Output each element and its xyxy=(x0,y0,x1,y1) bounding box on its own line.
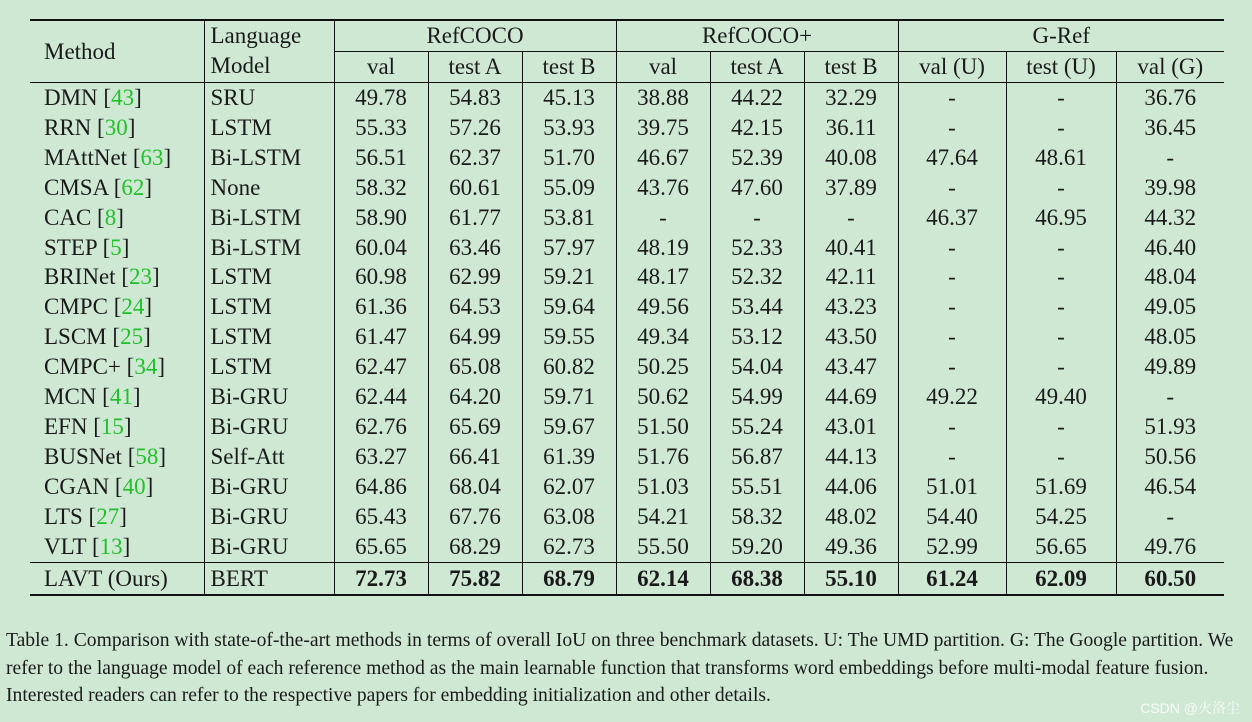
value-cell: 38.88 xyxy=(616,83,710,113)
table-row xyxy=(30,203,1224,233)
table-row xyxy=(30,412,1224,442)
value-cell: 50.25 xyxy=(616,352,710,382)
table-row-ours xyxy=(30,562,1224,595)
value-cell: 62.37 xyxy=(428,143,522,173)
method-cell: CMPC+ [34] xyxy=(44,354,165,380)
method-name: MAttNet xyxy=(44,144,128,170)
value-cell: 49.36 xyxy=(804,532,898,562)
value-cell: 52.39 xyxy=(710,143,804,173)
citation-link[interactable]: 34 xyxy=(134,354,158,380)
value-cell: 53.12 xyxy=(710,322,804,352)
language-model-cell: None xyxy=(204,173,334,203)
value-cell: 57.97 xyxy=(522,233,616,263)
table-row xyxy=(30,143,1224,173)
citation-link[interactable]: 27 xyxy=(96,503,120,529)
table-row xyxy=(30,382,1224,412)
value-cell: 49.40 xyxy=(1006,382,1116,412)
value-cell: - xyxy=(1006,233,1116,263)
value-cell: 36.76 xyxy=(1116,83,1224,113)
value-cell: 50.56 xyxy=(1116,442,1224,472)
method-name: CAC xyxy=(44,204,92,230)
value-cell: 66.41 xyxy=(428,442,522,472)
method-cell: STEP [5] xyxy=(44,234,130,260)
value-cell: 59.67 xyxy=(522,412,616,442)
value-cell: 48.04 xyxy=(1116,262,1224,292)
value-cell: 68.04 xyxy=(428,472,522,502)
language-model-cell-ours: BERT xyxy=(204,562,334,595)
value-cell: 51.76 xyxy=(616,442,710,472)
value-cell: 39.75 xyxy=(616,113,710,143)
value-cell: 51.01 xyxy=(898,472,1006,502)
header-subcol: test B xyxy=(804,52,898,83)
language-model-cell: Bi-LSTM xyxy=(204,143,334,173)
method-name: BRINet xyxy=(44,264,116,290)
language-model-cell: Self-Att xyxy=(204,442,334,472)
header-language-model-line2: Model xyxy=(210,53,271,78)
value-cell: 49.22 xyxy=(898,382,1006,412)
value-cell: 65.08 xyxy=(428,352,522,382)
value-cell: 36.45 xyxy=(1116,113,1224,143)
header-subcol: test A xyxy=(710,52,804,83)
table-header xyxy=(30,20,1224,83)
value-cell: 43.01 xyxy=(804,412,898,442)
header-language-model-line1: Language xyxy=(210,23,302,48)
value-cell: 60.61 xyxy=(428,173,522,203)
value-cell: 54.25 xyxy=(1006,502,1116,532)
value-cell: 43.23 xyxy=(804,292,898,322)
value-cell: 49.76 xyxy=(1116,532,1224,562)
value-cell: - xyxy=(1006,173,1116,203)
value-cell: 64.20 xyxy=(428,382,522,412)
value-cell: - xyxy=(1006,292,1116,322)
value-cell: 59.64 xyxy=(522,292,616,322)
value-cell: 49.89 xyxy=(1116,352,1224,382)
value-cell: 64.99 xyxy=(428,322,522,352)
value-cell: 54.21 xyxy=(616,502,710,532)
citation-link[interactable]: 8 xyxy=(104,204,117,230)
value-cell: 54.04 xyxy=(710,352,804,382)
value-cell: 59.71 xyxy=(522,382,616,412)
value-cell: 49.56 xyxy=(616,292,710,322)
value-cell: 58.90 xyxy=(334,203,428,233)
value-cell: - xyxy=(1116,143,1224,173)
header-language-model xyxy=(204,20,334,83)
value-cell: - xyxy=(1116,382,1224,412)
value-cell: 55.24 xyxy=(710,412,804,442)
value-cell: - xyxy=(898,173,1006,203)
header-subcol: test (U) xyxy=(1006,52,1116,83)
value-cell: 51.93 xyxy=(1116,412,1224,442)
value-cell: 61.36 xyxy=(334,292,428,322)
method-cell: EFN [15] xyxy=(44,413,132,439)
value-cell: 48.19 xyxy=(616,233,710,263)
header-group-refcoco: RefCOCO xyxy=(334,20,616,52)
header-subcol: val xyxy=(334,52,428,83)
citation-link[interactable]: 5 xyxy=(110,234,122,260)
language-model-cell: Bi-LSTM xyxy=(204,233,334,263)
citation-link[interactable]: 30 xyxy=(104,114,128,140)
value-cell: 49.78 xyxy=(334,83,428,113)
language-model-cell: Bi-GRU xyxy=(204,382,334,412)
value-cell: 65.43 xyxy=(334,502,428,532)
value-cell: 53.93 xyxy=(522,113,616,143)
value-cell: 44.06 xyxy=(804,472,898,502)
value-cell: - xyxy=(1006,412,1116,442)
value-cell: - xyxy=(1006,322,1116,352)
method-name: CGAN xyxy=(44,473,110,499)
language-model-cell: Bi-GRU xyxy=(204,412,334,442)
value-cell-ours: 68.38 xyxy=(710,562,804,595)
table-body xyxy=(30,83,1224,595)
citation-link[interactable]: 13 xyxy=(99,533,123,559)
value-cell: 65.69 xyxy=(428,412,522,442)
value-cell-ours: 60.50 xyxy=(1116,562,1224,595)
table-row xyxy=(30,322,1224,352)
value-cell: 46.95 xyxy=(1006,203,1116,233)
value-cell-ours: 62.09 xyxy=(1006,562,1116,595)
header-subcol: val (U) xyxy=(898,52,1006,83)
value-cell: - xyxy=(1006,262,1116,292)
value-cell: 39.98 xyxy=(1116,173,1224,203)
value-cell: 58.32 xyxy=(334,173,428,203)
value-cell: 44.69 xyxy=(804,382,898,412)
value-cell: - xyxy=(710,203,804,233)
value-cell-ours: 62.14 xyxy=(616,562,710,595)
value-cell: 56.51 xyxy=(334,143,428,173)
value-cell: 67.76 xyxy=(428,502,522,532)
citation-link[interactable]: 15 xyxy=(100,413,124,439)
value-cell-ours: 68.79 xyxy=(522,562,616,595)
value-cell: 62.07 xyxy=(522,472,616,502)
method-cell: CMPC [24] xyxy=(44,294,153,320)
value-cell: 55.50 xyxy=(616,532,710,562)
value-cell: - xyxy=(1116,502,1224,532)
results-table-container xyxy=(30,19,1224,596)
method-cell: RRN [30] xyxy=(44,114,136,140)
value-cell: 45.13 xyxy=(522,83,616,113)
value-cell: - xyxy=(616,203,710,233)
method-cell: CAC [8] xyxy=(44,204,124,230)
value-cell-ours: 75.82 xyxy=(428,562,522,595)
value-cell: 62.44 xyxy=(334,382,428,412)
value-cell: 48.61 xyxy=(1006,143,1116,173)
value-cell: 42.11 xyxy=(804,262,898,292)
value-cell: 54.40 xyxy=(898,502,1006,532)
value-cell: 46.54 xyxy=(1116,472,1224,502)
value-cell: 52.32 xyxy=(710,262,804,292)
value-cell: 60.04 xyxy=(334,233,428,263)
value-cell: 54.83 xyxy=(428,83,522,113)
language-model-cell: Bi-GRU xyxy=(204,532,334,562)
language-model-cell: Bi-LSTM xyxy=(204,203,334,233)
value-cell: 51.70 xyxy=(522,143,616,173)
method-cell: MAttNet [63] xyxy=(44,144,172,170)
language-model-cell: LSTM xyxy=(204,292,334,322)
header-group-refcocoplus: RefCOCO+ xyxy=(616,20,898,52)
value-cell-ours: 55.10 xyxy=(804,562,898,595)
value-cell: - xyxy=(898,233,1006,263)
method-name: CMPC+ xyxy=(44,354,121,380)
value-cell: 49.05 xyxy=(1116,292,1224,322)
value-cell-ours: 72.73 xyxy=(334,562,428,595)
table-row xyxy=(30,502,1224,532)
value-cell: 51.03 xyxy=(616,472,710,502)
value-cell: - xyxy=(898,442,1006,472)
method-name: MCN xyxy=(44,384,97,410)
value-cell: - xyxy=(1006,113,1116,143)
value-cell: 48.02 xyxy=(804,502,898,532)
value-cell: 37.89 xyxy=(804,173,898,203)
method-name: STEP xyxy=(44,234,97,260)
header-group-gref: G-Ref xyxy=(898,20,1224,52)
value-cell: 47.64 xyxy=(898,143,1006,173)
value-cell: - xyxy=(1006,442,1116,472)
value-cell: 55.09 xyxy=(522,173,616,203)
value-cell: 32.29 xyxy=(804,83,898,113)
value-cell: 40.41 xyxy=(804,233,898,263)
method-cell: BRINet [23] xyxy=(44,264,160,290)
value-cell: 58.32 xyxy=(710,502,804,532)
table-caption: Table 1. Comparison with state-of-the-art methods in terms of overall IoU on three benchmark datasets. U: The UMD partition. G: The Google partition. We refer to the language model of each reference method as the main learnable function that transforms word embeddings before multi-modal feature fusion. Interested readers can refer to the respective papers for embedding initialization and other details. xyxy=(6,630,1234,706)
value-cell: 59.55 xyxy=(522,322,616,352)
language-model-cell: LSTM xyxy=(204,352,334,382)
value-cell: 55.33 xyxy=(334,113,428,143)
value-cell: 56.87 xyxy=(710,442,804,472)
language-model-cell: Bi-GRU xyxy=(204,472,334,502)
table-row xyxy=(30,233,1224,263)
method-cell: CMSA [62] xyxy=(44,174,153,200)
value-cell: 55.51 xyxy=(710,472,804,502)
table-row xyxy=(30,472,1224,502)
language-model-cell: SRU xyxy=(204,83,334,113)
citation-link[interactable]: 24 xyxy=(121,294,145,320)
value-cell: 59.21 xyxy=(522,262,616,292)
value-cell: 42.15 xyxy=(710,113,804,143)
value-cell: - xyxy=(898,83,1006,113)
citation-link[interactable]: 25 xyxy=(120,324,144,350)
citation-link[interactable]: 41 xyxy=(109,384,133,410)
value-cell: 46.37 xyxy=(898,203,1006,233)
value-cell: 63.08 xyxy=(522,502,616,532)
value-cell: 46.67 xyxy=(616,143,710,173)
value-cell: 53.81 xyxy=(522,203,616,233)
method-cell: CGAN [40] xyxy=(44,473,154,499)
table-row xyxy=(30,262,1224,292)
watermark: CSDN @火洛尘 xyxy=(1140,700,1240,716)
value-cell: 62.76 xyxy=(334,412,428,442)
value-cell: - xyxy=(898,412,1006,442)
citation-link[interactable]: 62 xyxy=(121,174,145,200)
table-row xyxy=(30,292,1224,322)
value-cell: - xyxy=(898,113,1006,143)
value-cell: - xyxy=(804,203,898,233)
citation-link[interactable]: 40 xyxy=(122,473,146,499)
header-method: Method xyxy=(30,20,204,83)
method-cell: DMN [43] xyxy=(44,85,142,110)
value-cell: 43.47 xyxy=(804,352,898,382)
value-cell: - xyxy=(1006,83,1116,113)
value-cell: 52.33 xyxy=(710,233,804,263)
value-cell: - xyxy=(898,352,1006,382)
method-name: RRN xyxy=(44,114,92,140)
method-cell: BUSNet [58] xyxy=(44,443,167,469)
value-cell: 47.60 xyxy=(710,173,804,203)
language-model-cell: LSTM xyxy=(204,322,334,352)
value-cell: 53.44 xyxy=(710,292,804,322)
value-cell: 48.05 xyxy=(1116,322,1224,352)
method-name-ours: LAVT (Ours) xyxy=(30,562,204,595)
value-cell: 62.73 xyxy=(522,532,616,562)
header-subcol: test B xyxy=(522,52,616,83)
value-cell: - xyxy=(898,262,1006,292)
citation-link[interactable]: 23 xyxy=(128,264,152,290)
citation-link[interactable]: 43 xyxy=(111,85,135,110)
value-cell: 61.39 xyxy=(522,442,616,472)
header-subcol: val (G) xyxy=(1116,52,1224,83)
value-cell: 61.47 xyxy=(334,322,428,352)
table-row xyxy=(30,352,1224,382)
method-cell: LTS [27] xyxy=(44,503,127,529)
value-cell: 50.62 xyxy=(616,382,710,412)
table-row xyxy=(30,83,1224,113)
value-cell: 56.65 xyxy=(1006,532,1116,562)
results-table xyxy=(30,19,1224,596)
header-subcol: val xyxy=(616,52,710,83)
value-cell: - xyxy=(898,322,1006,352)
language-model-cell: LSTM xyxy=(204,262,334,292)
value-cell: 57.26 xyxy=(428,113,522,143)
value-cell: - xyxy=(898,292,1006,322)
value-cell: 60.98 xyxy=(334,262,428,292)
table-row xyxy=(30,532,1224,562)
citation-link[interactable]: 63 xyxy=(140,144,164,170)
language-model-cell: LSTM xyxy=(204,113,334,143)
value-cell: 43.76 xyxy=(616,173,710,203)
value-cell: 40.08 xyxy=(804,143,898,173)
value-cell: 54.99 xyxy=(710,382,804,412)
value-cell: 43.50 xyxy=(804,322,898,352)
method-name: VLT xyxy=(44,533,87,559)
value-cell: 68.29 xyxy=(428,532,522,562)
header-subcol: test A xyxy=(428,52,522,83)
method-cell: LSCM [25] xyxy=(44,324,151,350)
method-name: BUSNet xyxy=(44,443,122,469)
value-cell: 61.77 xyxy=(428,203,522,233)
citation-link[interactable]: 58 xyxy=(135,443,159,469)
method-cell: VLT [13] xyxy=(44,533,131,559)
value-cell: 51.69 xyxy=(1006,472,1116,502)
method-cell: MCN [41] xyxy=(44,384,141,410)
table-row xyxy=(30,442,1224,472)
value-cell: 62.47 xyxy=(334,352,428,382)
method-name: LSCM xyxy=(44,324,107,350)
value-cell: 51.50 xyxy=(616,412,710,442)
method-name: DMN xyxy=(44,85,98,110)
value-cell: 62.99 xyxy=(428,262,522,292)
value-cell-ours: 61.24 xyxy=(898,562,1006,595)
value-cell: 44.13 xyxy=(804,442,898,472)
value-cell: 64.86 xyxy=(334,472,428,502)
value-cell: 36.11 xyxy=(804,113,898,143)
value-cell: 52.99 xyxy=(898,532,1006,562)
value-cell: 48.17 xyxy=(616,262,710,292)
method-name: EFN xyxy=(44,413,88,439)
value-cell: 64.53 xyxy=(428,292,522,322)
value-cell: 59.20 xyxy=(710,532,804,562)
method-name: CMPC xyxy=(44,294,108,320)
value-cell: - xyxy=(1006,352,1116,382)
table-row xyxy=(30,173,1224,203)
table-row xyxy=(30,113,1224,143)
value-cell: 63.46 xyxy=(428,233,522,263)
value-cell: 65.65 xyxy=(334,532,428,562)
method-name: CMSA xyxy=(44,174,108,200)
value-cell: 46.40 xyxy=(1116,233,1224,263)
value-cell: 63.27 xyxy=(334,442,428,472)
language-model-cell: Bi-GRU xyxy=(204,502,334,532)
value-cell: 44.22 xyxy=(710,83,804,113)
value-cell: 49.34 xyxy=(616,322,710,352)
method-name: LTS xyxy=(44,503,83,529)
value-cell: 44.32 xyxy=(1116,203,1224,233)
value-cell: 60.82 xyxy=(522,352,616,382)
